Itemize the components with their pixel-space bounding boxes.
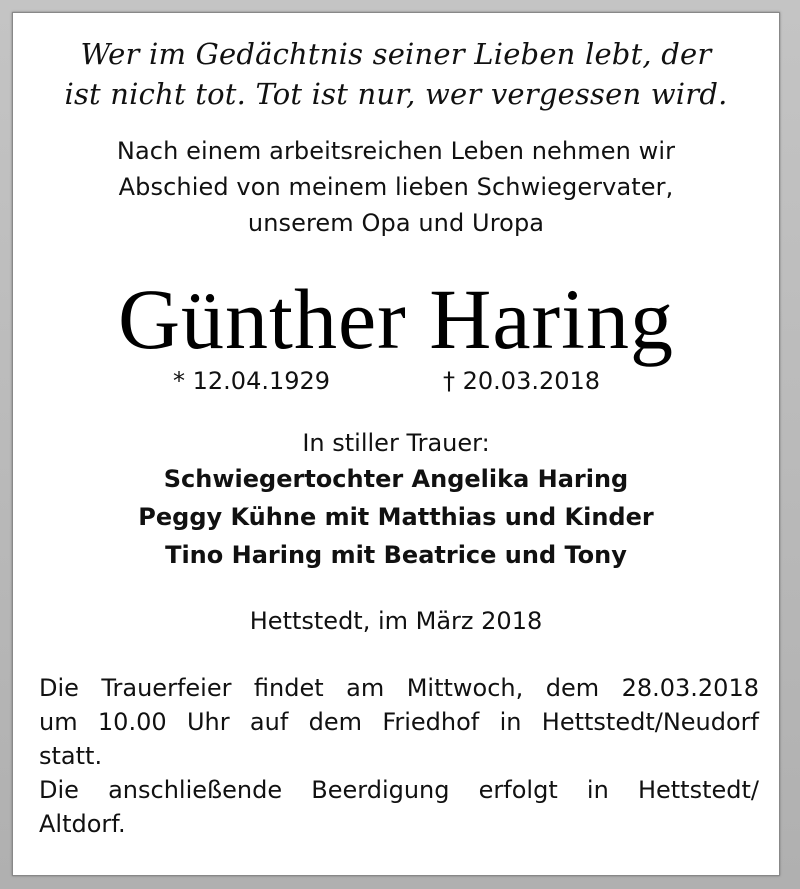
life-dates — [13, 367, 779, 397]
ceremony-line-3: statt. — [39, 742, 103, 770]
ceremony-line-5: Altdorf. — [39, 810, 126, 838]
quote-line-2: ist nicht tot. Tot ist nur, wer vergessen wird. — [64, 77, 728, 111]
ceremony-line-1: Die Trauerfeier findet am Mittwoch, dem 28.03.2018 — [39, 674, 759, 702]
deceased-name: Günther Haring — [117, 271, 675, 367]
birth-date: * 12.04.1929 — [173, 367, 331, 395]
quote-line-1: Wer im Gedächtnis seiner Lieben lebt, der — [80, 37, 712, 71]
intro-line-1: Nach einem arbeitsreichen Leben nehmen wir — [116, 137, 676, 165]
mourners-heading: In stiller Trauer: — [302, 429, 490, 457]
mourner-2: Peggy Kühne mit Matthias und Kinder — [138, 503, 654, 531]
mourner-1: Schwiegertochter Angelika Haring — [163, 465, 629, 493]
ceremony-line-2: um 10.00 Uhr auf dem Friedhof in Hettstedt/Neudorf — [39, 708, 759, 736]
death-date: † 20.03.2018 — [443, 367, 601, 395]
intro-line-2: Abschied von meinem lieben Schwiegervater, — [118, 173, 674, 201]
ceremony-line-4: Die anschließende Beerdigung erfolgt in Hettstedt/ — [39, 776, 759, 804]
intro-line-3: unserem Opa und Uropa — [247, 209, 545, 237]
place-date: Hettstedt, im März 2018 — [249, 607, 543, 635]
mourner-3: Tino Haring mit Beatrice und Tony — [165, 541, 627, 569]
obituary-card — [12, 12, 780, 876]
